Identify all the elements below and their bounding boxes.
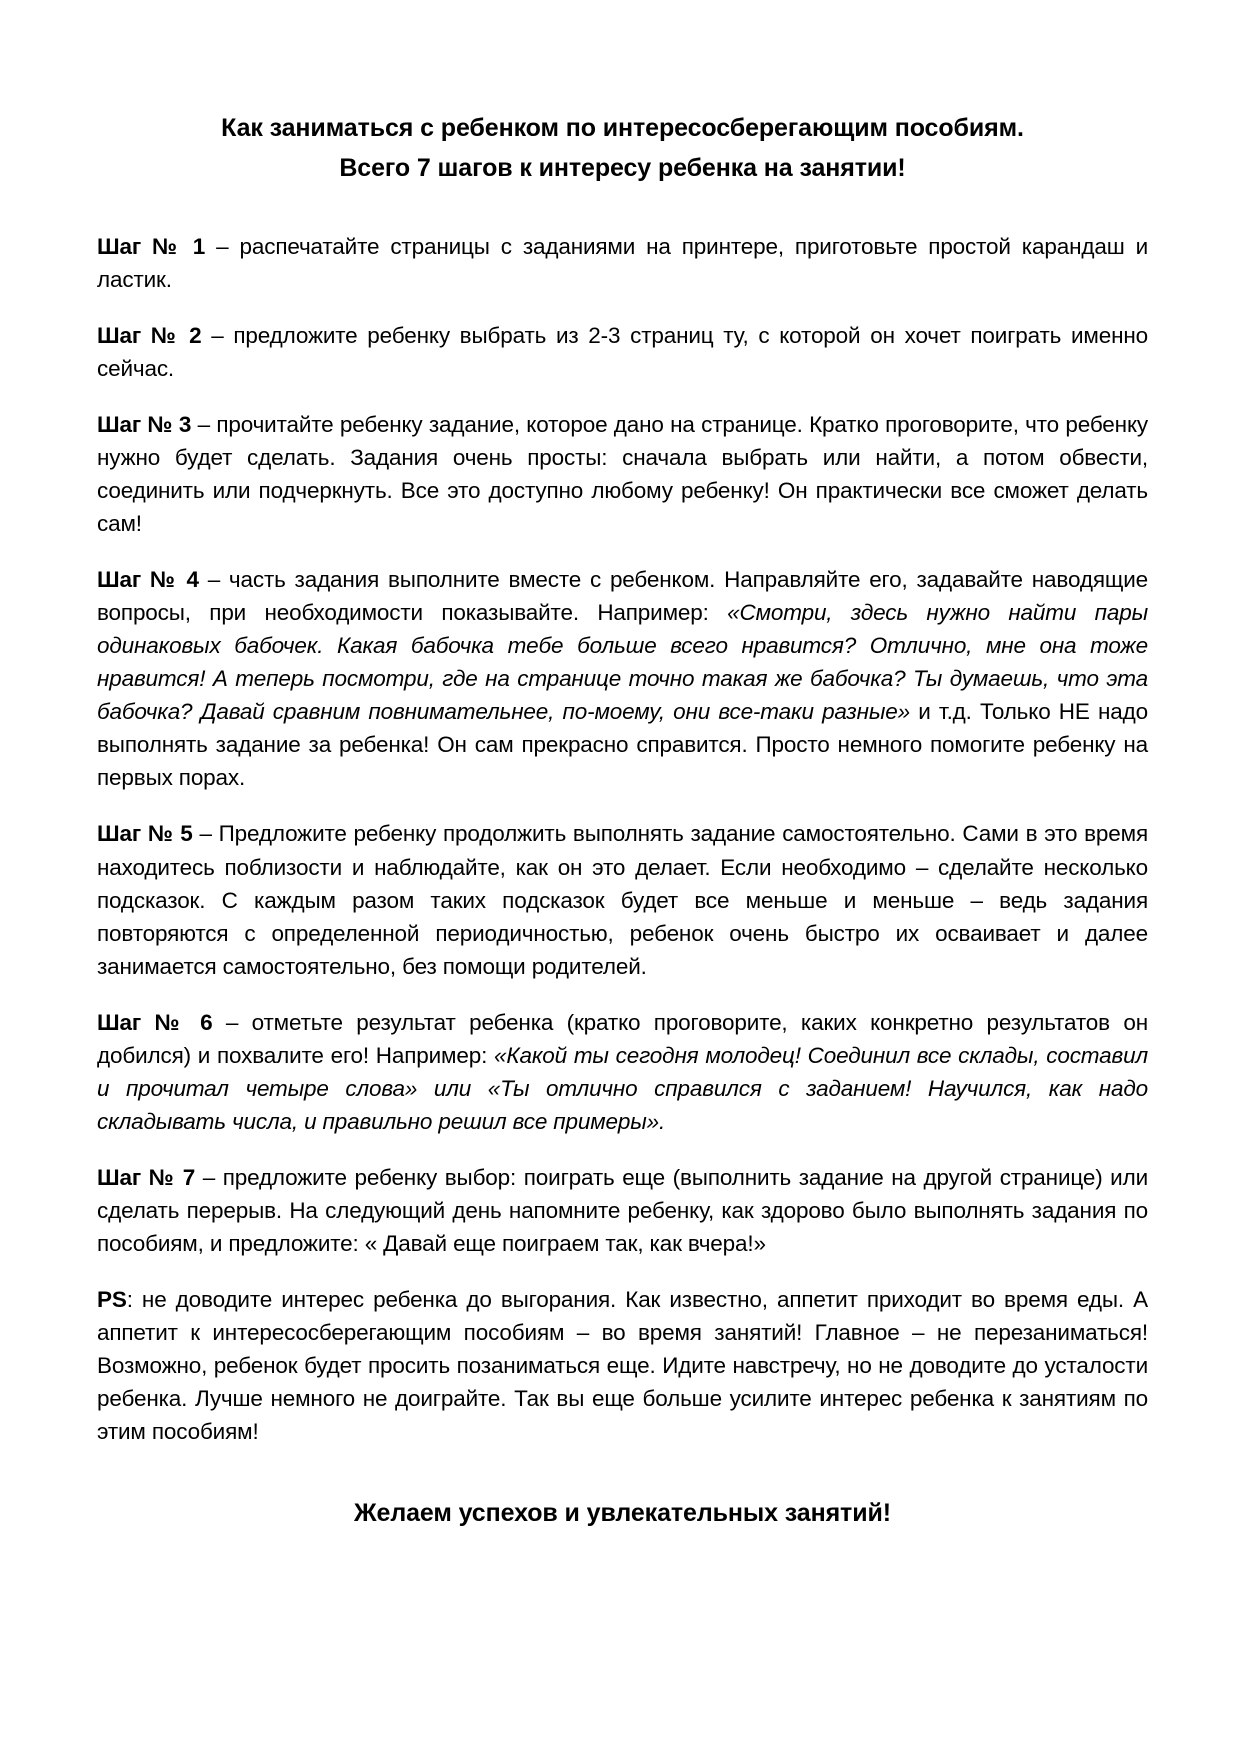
step-label-1: Шаг № 1 [97,233,206,259]
step-quote-6: «Какой ты сегодня молодец! Соединил все склады, составил и прочитал четыре слова» или «Ты отлично справился с заданием! Научился, как надо складывать числа, и правильно решил все примеры». [97,1042,1148,1134]
postscript-paragraph [97,1283,1148,1448]
postscript-text: : не доводите интерес ребенка до выгорания. Как известно, аппетит приходит во время еды. А аппетит к интересосберегающим пособиям – во время занятий! Главное – не перезаниматься! Возможно, ребенок будет просить позаниматься еще. Идите навстречу, но не доводите до усталости ребенка. Лучше немного не доиграйте. Так вы еще больше усилите интерес ребенка к занятиям по этим пособиям! [97,1287,1148,1445]
step-text-1: – распечатайте страницы с заданиями на принтере, приготовьте простой карандаш и ластик. [97,233,1148,292]
step-paragraph-1 [97,230,1148,296]
step-label-3: Шаг № 3 [97,411,192,437]
closing-line: Желаем успехов и увлекательных занятий! [354,1498,891,1527]
step-text-3: – прочитайте ребенку задание, которое дано на странице. Кратко проговорите, что ребенку нужно будет сделать. Задания очень просты: сначала выбрать или найти, а потом обвести, соединить или подчеркнуть. Все это доступно любому ребенку! Он практически все сможет делать сам! [97,411,1148,536]
step-paragraph-5 [97,817,1148,982]
page-subtitle: Всего 7 шагов к интересу ребенка на занятии! [339,153,906,182]
step-text-5: – Предложите ребенку продолжить выполнять задание самостоятельно. Сами в это время находитесь поблизости и наблюдайте, как он это делает. Если необходимо – сделайте несколько подсказок. С каждым разом таких подсказок будет все меньше и меньше – ведь задания повторяются с определенной периодичностью, ребенок очень быстро их осваивает и далее занимается самостоятельно, без помощи родителей. [97,821,1148,979]
step-label-6: Шаг № 6 [97,1009,213,1035]
step-text-6-before: – отметьте результат ребенка (кратко проговорите, каких конкретно результатов он добился) и похвалите его! Например: [97,1009,1148,1068]
step-text-4-after: и т.д. Только НЕ надо выполнять задание за ребенка! Он сам прекрасно справится. Просто немного помогите ребенку на первых порах. [97,699,1148,791]
step-text-7: – предложите ребенку выбор: поиграть еще (выполнить задание на другой странице) или сделать перерыв. На следующий день напомните ребенку, как здорово было выполнять задания по пособиям, и предложите: « Давай еще поиграем так, как вчера!» [97,1165,1148,1257]
postscript-label: PS [97,1287,127,1313]
step-paragraph-2 [97,319,1148,385]
step-text-2: – предложите ребенку выбрать из 2-3 страниц ту, с которой он хочет поиграть именно сейчас. [97,322,1149,381]
step-paragraph-4 [97,563,1148,794]
step-label-7: Шаг № 7 [97,1165,196,1190]
document-body [97,112,1148,1530]
step-label-4: Шаг № 4 [97,567,199,592]
step-text-4-before: – часть задания выполните вместе с ребенком. Направляйте его, задавайте наводящие вопросы, при необходимости показывайте. Например: [97,567,1148,626]
step-label-5: Шаг № 5 [97,821,193,847]
step-quote-4: «Смотри, здесь нужно найти пары одинаковых бабочек. Какая бабочка тебе больше всего нравится? Отлично, мне она тоже нравится! А теперь посмотри, где на странице точно такая же бабочка? Ты думаешь, что эта бабочка? Давай сравним повнимательнее, по-моему, они все-таки разные» [97,600,1148,725]
step-paragraph-7 [97,1161,1148,1260]
step-paragraph-3 [97,408,1148,540]
page-title: Как заниматься с ребенком по интересосберегающим пособиям. [221,114,1024,142]
step-label-2: Шаг № 2 [97,322,202,348]
step-paragraph-6 [97,1006,1148,1138]
